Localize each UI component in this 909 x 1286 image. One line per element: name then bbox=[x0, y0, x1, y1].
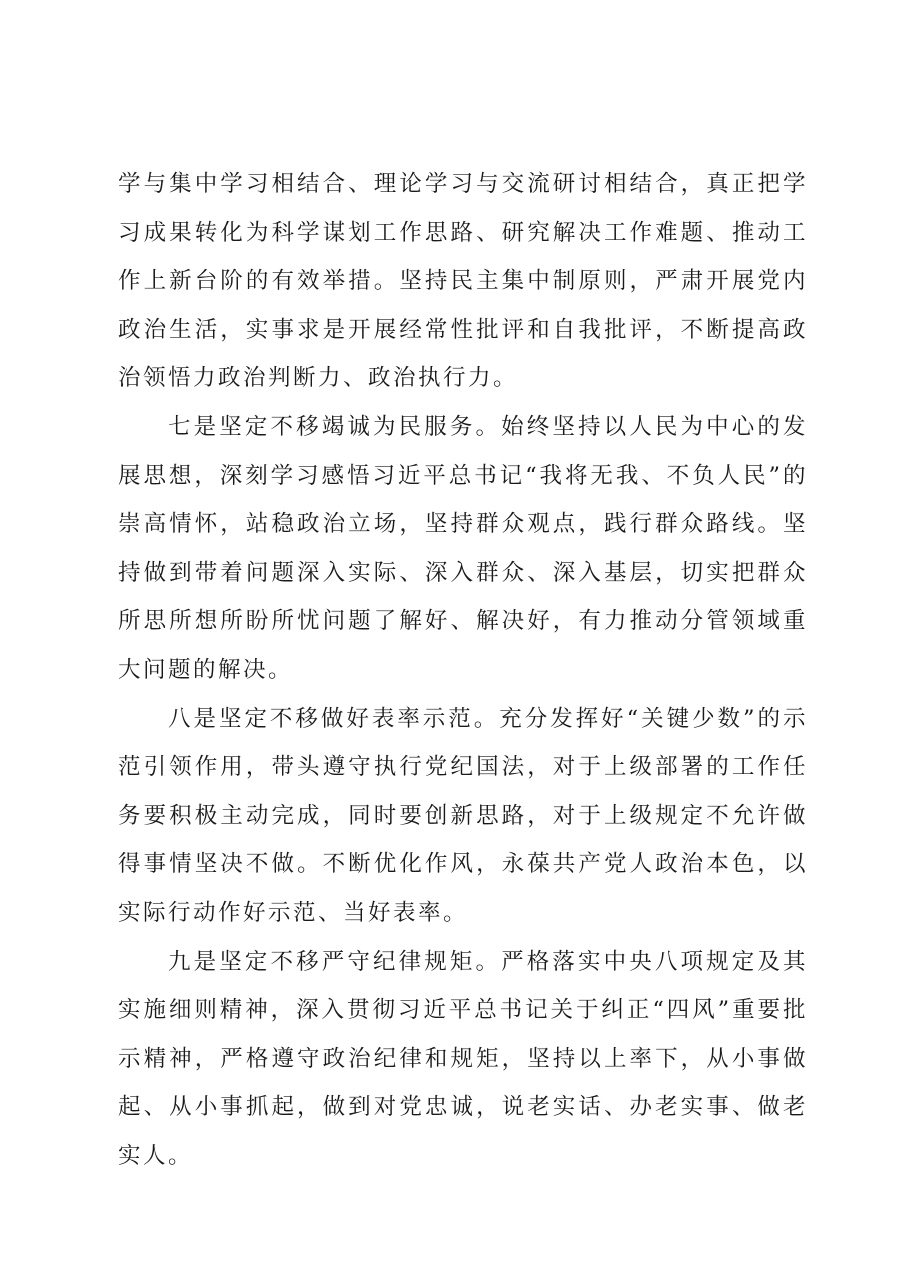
document-body bbox=[118, 160, 808, 1180]
paragraph-nine: 九是坚定不移严守纪律规矩。严格落实中央八项规定及其实施细则精神，深入贯彻习近平总书记关于纠正“四风”重要批示精神，严格遵守政治纪律和规矩，坚持以上率下，从小事做起、从小事抓起，做到对党忠诚，说老实话、办老实事、做老实人。 bbox=[118, 948, 808, 1169]
paragraph-eight: 八是坚定不移做好表率示范。充分发挥好“关键少数”的示范引领作用，带头遵守执行党纪国法，对于上级部署的工作任务要积极主动完成，同时要创新思路，对于上级规定不允许做得事情坚决不做。不断优化作风，永葆共产党人政治本色，以实际行动作好示范、当好表率。 bbox=[118, 705, 808, 926]
paragraph-seven: 七是坚定不移竭诚为民服务。始终坚持以人民为中心的发展思想，深刻学习感悟习近平总书记“我将无我、不负人民”的崇高情怀，站稳政治立场，坚持群众观点，践行群众路线。坚持做到带着问题深入实际、深入群众、深入基层，切实把群众所思所想所盼所忧问题了解好、解决好，有力推动分管领域重大问题的解决。 bbox=[118, 413, 808, 683]
paragraph-continuation: 学与集中学习相结合、理论学习与交流研讨相结合，真正把学习成果转化为科学谋划工作思路、研究解决工作难题、推动工作上新台阶的有效举措。坚持民主集中制原则，严肃开展党内政治生活，实事求是开展经常性批评和自我批评，不断提高政治领悟力政治判断力、政治执行力。 bbox=[118, 171, 808, 392]
